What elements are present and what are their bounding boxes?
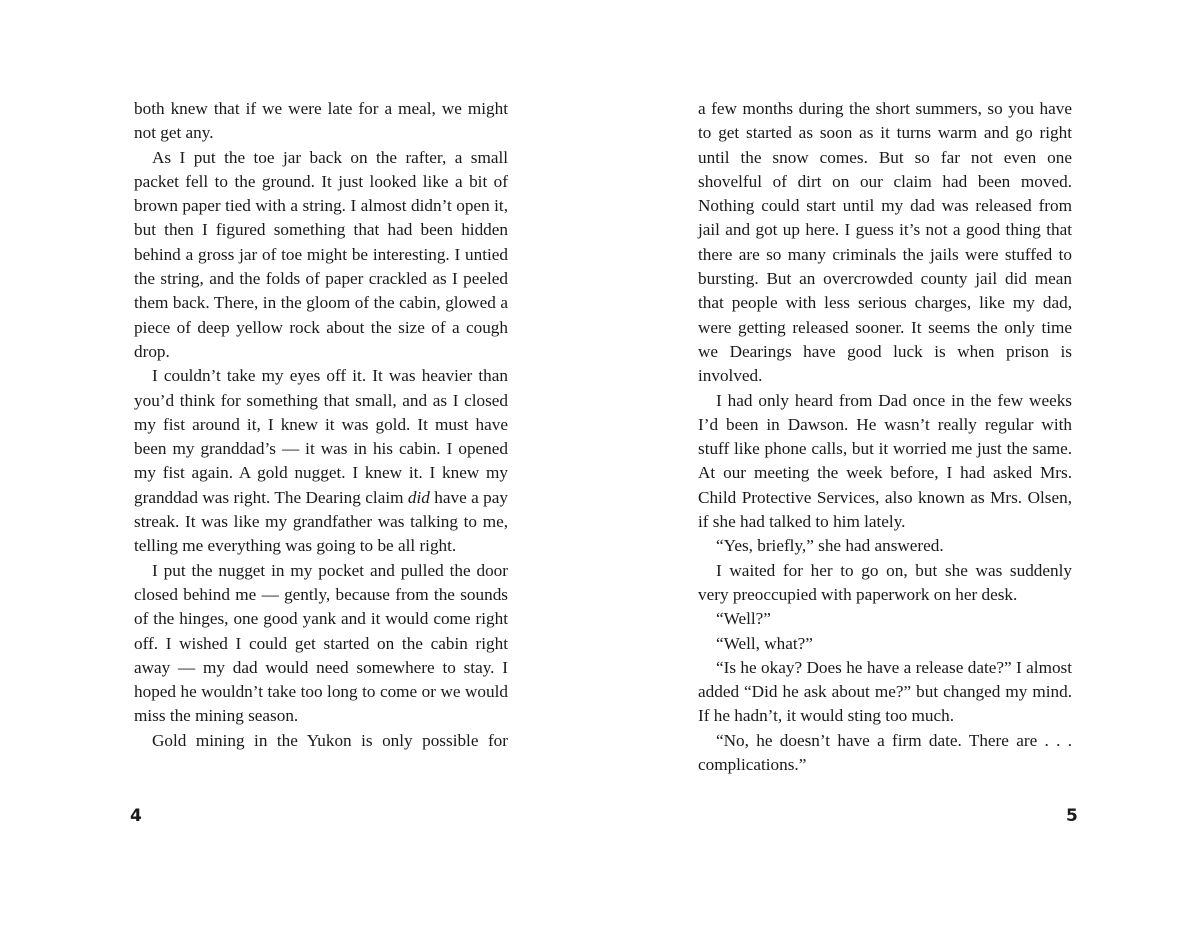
paragraph-start: I couldn’t take my eyes off it. It was heavier than you’d think for something that small, and as I closed my fist around it, I knew it was gold. It must have been my granddad’s — it was in his cabin. I opened my fist again. A gold nugget. I knew it. I knew my granddad was right. The Dearing claim [134,366,508,507]
paragraph: I had only heard from Dad once in the few weeks I’d been in Dawson. He wasn’t really regular with stuff like phone calls, but it worried me just the same. At our meeting the week before, I had asked Mrs. Child Protective Services, also known as Mrs. Olsen, if she had talked to him lately. [698,390,1072,532]
paragraph-end: have a pay streak. It was like my grandfather was talking to me, telling me everything was going to be all right. [134,487,508,556]
left-page-text [134,97,508,753]
page-number-right: 5 [1066,806,1078,826]
paragraph: I waited for her to go on, but she was suddenly very preoccupied with paperwork on her desk. [698,560,1072,604]
dialogue-line: “Well?” [716,609,771,629]
paragraph: As I put the toe jar back on the rafter, a small packet fell to the ground. It just looked like a bit of brown paper tied with a string. I almost didn’t open it, but then I figured something that had been hidden behind a gross jar of toe might be interesting. I untied the string, and the folds of paper crackled as I peeled them back. There, in the gloom of the cabin, glowed a piece of deep yellow rock about the size of a cough drop. [134,147,508,361]
paragraph: both knew that if we were late for a meal, we might not get any. [134,99,508,143]
paragraph-with-emphasis [134,364,508,558]
paragraph: I put the nugget in my pocket and pulled the door closed behind me — gently, because from the sounds of the hinges, one good yank and it would come right off. I wished I could get started on the cabin right away — my dad would need somewhere to stay. I hoped he wouldn’t take too long to come or we would miss the mining season. [134,560,508,726]
right-page-text [698,97,1072,777]
emphasized-word: did [407,487,430,507]
paragraph: Gold mining in the Yukon is only possible for [152,730,508,750]
dialogue-line: “Yes, briefly,” she had answered. [716,536,944,556]
page-number-left: 4 [130,806,142,826]
paragraph: a few months during the short summers, so you have to get started as soon as it turns warm and go right until the snow comes. But so far not even one shovelful of dirt on our claim had been moved. Nothing could start until my dad was released from jail and got up here. I guess it’s not a good thing that there are so many criminals the jails were stuffed to bursting. But an overcrowded county jail did mean that people with less serious charges, like my dad, were getting released sooner. It seems the only time we Dearings have good luck is when prison is involved. [698,99,1072,386]
dialogue-line: “No, he doesn’t have a firm date. There are . . . complications.” [698,730,1072,775]
dialogue-line: “Is he okay? Does he have a release date?” I almost added “Did he ask about me?” but changed my mind. If he hadn’t, it would sting too much. [698,657,1072,726]
dialogue-line: “Well, what?” [716,633,813,653]
